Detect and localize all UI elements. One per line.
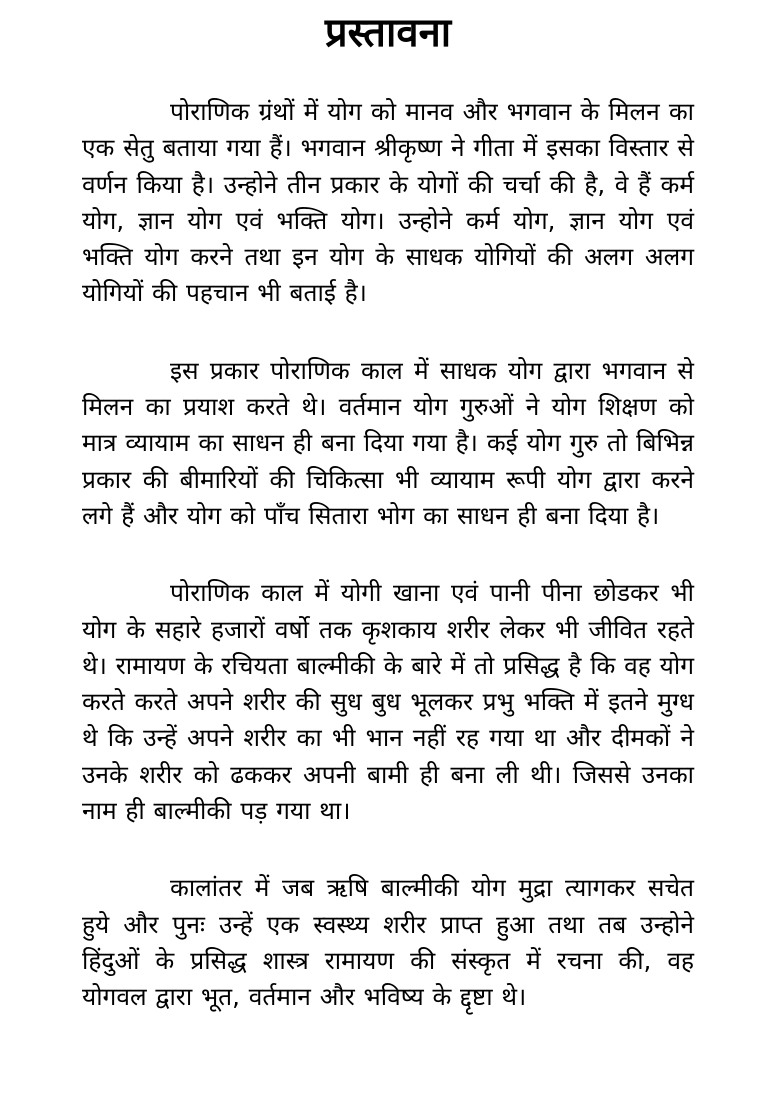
document-page — [82, 0, 694, 1108]
paragraph-4: कालांतर में जब ऋषि बाल्मीकी योग मुद्रा त्यागकर सचेत हुये और पुनः उन्हें एक स्वस्थ्य शरीर प्राप्त हुआ तथा तब उन्होने हिंदुओं के प्रसिद्ध शास्त्र रामायण की संस्कृत में रचना की, वह योगवल द्वारा भूत, वर्तमान और भविष्य के द्दृष्टा थे। — [82, 873, 694, 1012]
paragraph-1: पोराणिक ग्रंथों में योग को मानव और भगवान के मिलन का एक सेतु बताया गया हैं। भगवान श्रीकृष्ण ने गीता में इसका विस्तार से वर्णन किया है। उन्होने तीन प्रकार के योगों की चर्चा की है, वे हैं कर्म योग, ज्ञान योग एवं भक्ति योग। उन्होने कर्म योग, ज्ञान योग एवं भक्ति योग करने तथा इन योग के साधक योगियों की अलग अलग योगियों की पहचान भी बताई है। — [82, 97, 694, 308]
paragraph-2: इस प्रकार पोराणिक काल में साधक योग द्वारा भगवान से मिलन का प्रयाश करते थे। वर्तमान योग गुरुओं ने योग शिक्षण को मात्र व्यायाम का साधन ही बना दिया गया है। कई योग गुरु तो बिभिन्न प्रकार की बीमारियों की चिकित्सा भी व्यायाम रूपी योग द्वारा करने लगे हैं और योग को पाँच सितारा भोग का साधन ही बना दिया है। — [82, 355, 694, 530]
page-title: प्रस्तावना — [324, 10, 452, 56]
paragraph-3: पोराणिक काल में योगी खाना एवं पानी पीना छोडकर भी योग के सहारे हजारों वर्षो तक कृशकाय शरीर लेकर भी जीवित रहते थे। रामायण के रचियता बाल्मीकी के बारे में तो प्रसिद्ध है कि वह योग करते करते अपने शरीर की सुध बुध भूलकर प्रभु भक्ति में इतने मुग्ध थे कि उन्हें अपने शरीर का भी भान नहीं रह गया था और दीमकों ने उनके शरीर को ढककर अपनी बामी ही बना ली थी। जिससे उनका नाम ही बाल्मीकी पड़ गया था। — [82, 578, 694, 826]
